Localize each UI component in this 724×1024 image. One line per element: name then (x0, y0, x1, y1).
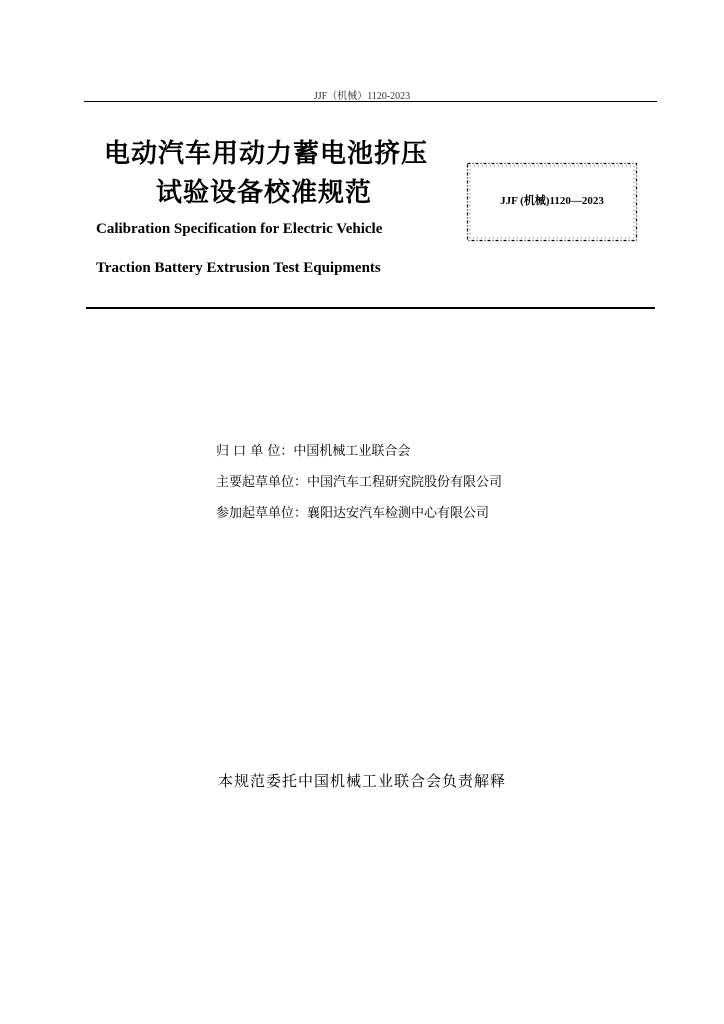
title-block-rule (86, 307, 655, 309)
header-rule (84, 101, 657, 102)
unit-label: 主要起草单位 (216, 475, 295, 490)
unit-separator: ： (294, 506, 308, 521)
unit-label: 参加起草单位 (216, 506, 295, 521)
interpretation-statement: 本规范委托中国机械工业联合会负责解释 (217, 772, 506, 790)
unit-value: 襄阳达安汽车检测中心有限公司 (307, 506, 490, 521)
running-header-code: JJF（机械）1120-2023 (313, 91, 411, 102)
unit-separator: ： (294, 475, 308, 490)
unit-row-main-drafter (216, 475, 502, 491)
title-chinese-line-1: 电动汽车用动力蓄电池挤压 (104, 139, 429, 169)
title-english-line-1: Calibration Specification for Electric Vehicle (96, 221, 383, 237)
drafting-units (216, 444, 502, 537)
unit-label: 归 口 单 位 (216, 444, 281, 459)
unit-separator: ： (280, 444, 294, 459)
unit-row-responsible (216, 444, 502, 460)
title-chinese-line-2: 试验设备校准规范 (156, 178, 373, 208)
unit-row-participating-drafter (216, 506, 502, 522)
specification-code-box (466, 162, 638, 242)
title-english-line-2: Traction Battery Extrusion Test Equipments (96, 260, 381, 276)
unit-value: 中国汽车工程研究院股份有限公司 (307, 475, 503, 490)
specification-code: JJF (机械)1120—2023 (500, 195, 604, 207)
unit-value: 中国机械工业联合会 (293, 444, 411, 459)
